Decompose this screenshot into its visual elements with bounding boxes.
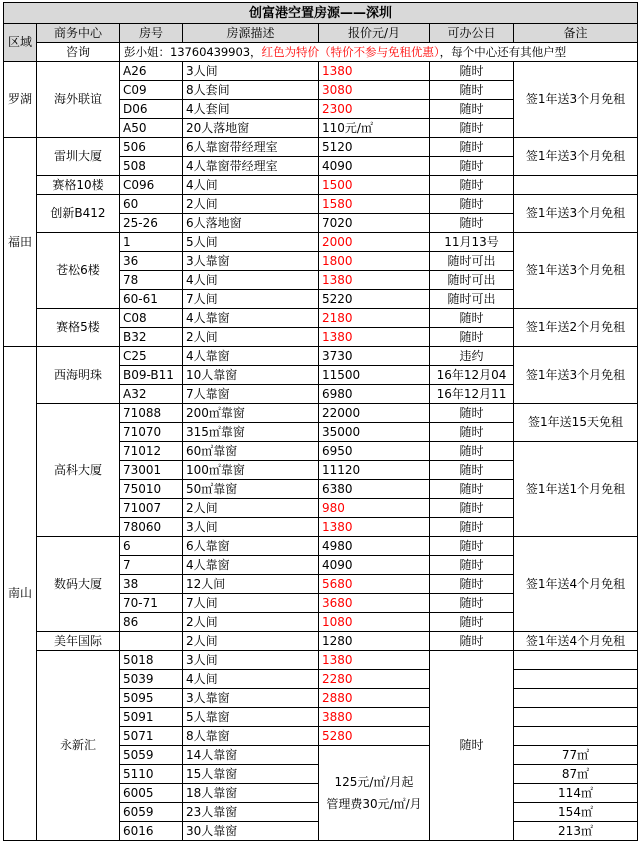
consult-info <box>120 43 638 62</box>
room-avail: 11月13号 <box>430 233 514 252</box>
room-price: 4090 <box>319 556 430 575</box>
note-xihai: 签1年送3个月免租 <box>514 347 638 404</box>
room-price: 1500 <box>319 176 430 195</box>
room-number: 5091 <box>120 708 183 727</box>
room-desc: 20人落地窗 <box>183 119 319 138</box>
yongxin-price-line2: 管理费30元/㎡/月 <box>326 797 422 811</box>
room-desc: 8人靠窗 <box>183 727 319 746</box>
room-price: 22000 <box>319 404 430 423</box>
room-desc: 7人间 <box>183 290 319 309</box>
room-number: 6016 <box>120 822 183 841</box>
consult-label: 咨询 <box>37 43 120 62</box>
room-price: 3880 <box>319 708 430 727</box>
room-number: 6059 <box>120 803 183 822</box>
room-number: 5071 <box>120 727 183 746</box>
center-leizhen: 雷圳大厦 <box>37 138 120 176</box>
room-avail: 随时 <box>430 613 514 632</box>
yongxin-price-note <box>319 746 430 841</box>
room-avail: 随时 <box>430 195 514 214</box>
region-futian: 福田 <box>4 138 37 347</box>
room-avail: 随时 <box>430 214 514 233</box>
room-desc: 2人间 <box>183 613 319 632</box>
room-avail: 随时 <box>430 594 514 613</box>
room-desc: 4人间 <box>183 271 319 290</box>
note-empty <box>514 689 638 708</box>
note-meinian: 签1年送4个月免租 <box>514 632 638 651</box>
room-desc: 7人靠窗 <box>183 385 319 404</box>
room-avail: 16年12月11 <box>430 385 514 404</box>
room-number: 5039 <box>120 670 183 689</box>
room-desc: 50㎡靠窗 <box>183 480 319 499</box>
room-price: 1380 <box>319 271 430 290</box>
room-price: 2000 <box>319 233 430 252</box>
room-number: D06 <box>120 100 183 119</box>
room-price: 6380 <box>319 480 430 499</box>
center-xihai: 西海明珠 <box>37 347 120 404</box>
room-avail: 随时 <box>430 423 514 442</box>
note-empty <box>514 727 638 746</box>
consult-tail: ，每个中心还有其他户型 <box>439 44 567 59</box>
room-price: 5220 <box>319 290 430 309</box>
room-price: 1380 <box>319 328 430 347</box>
note-leizhen: 签1年送3个月免租 <box>514 138 638 176</box>
room-price: 7020 <box>319 214 430 233</box>
room-avail: 随时 <box>430 632 514 651</box>
room-number: A50 <box>120 119 183 138</box>
room-desc: 12人间 <box>183 575 319 594</box>
yongxin-avail: 随时 <box>430 651 514 841</box>
room-price: 1800 <box>319 252 430 271</box>
room-number: C09 <box>120 81 183 100</box>
room-avail: 随时 <box>430 537 514 556</box>
room-desc: 6人靠窗带经理室 <box>183 138 319 157</box>
room-desc: 5人间 <box>183 233 319 252</box>
room-avail: 随时可出 <box>430 290 514 309</box>
room-number: 70-71 <box>120 594 183 613</box>
room-number: A26 <box>120 62 183 81</box>
room-number: C096 <box>120 176 183 195</box>
room-price: 5680 <box>319 575 430 594</box>
header-room: 房号 <box>120 24 183 43</box>
room-desc: 4人靠窗 <box>183 556 319 575</box>
note-haiwai: 签1年送3个月免租 <box>514 62 638 138</box>
header-desc: 房源描述 <box>183 24 319 43</box>
room-price: 3730 <box>319 347 430 366</box>
header-center: 商务中心 <box>37 24 120 43</box>
room-price: 2880 <box>319 689 430 708</box>
center-saige10: 赛格10楼 <box>37 176 120 195</box>
room-avail: 随时 <box>430 575 514 594</box>
center-saige5: 赛格5楼 <box>37 309 120 347</box>
room-price: 2180 <box>319 309 430 328</box>
room-desc: 4人套间 <box>183 100 319 119</box>
room-number: 506 <box>120 138 183 157</box>
room-price: 1380 <box>319 62 430 81</box>
center-haiwai: 海外联谊 <box>37 62 120 138</box>
room-desc: 14人靠窗 <box>183 746 319 765</box>
room-price: 1080 <box>319 613 430 632</box>
room-number: 508 <box>120 157 183 176</box>
room-price: 5280 <box>319 727 430 746</box>
room-price: 35000 <box>319 423 430 442</box>
room-avail: 随时 <box>430 556 514 575</box>
note-empty <box>514 670 638 689</box>
center-shuma: 数码大厦 <box>37 537 120 632</box>
room-number: A32 <box>120 385 183 404</box>
room-desc: 2人间 <box>183 499 319 518</box>
note-gaoke-1m: 签1年送1个月免租 <box>514 442 638 537</box>
note-empty <box>514 176 638 195</box>
room-avail: 随时可出 <box>430 252 514 271</box>
room-desc: 4人靠窗 <box>183 347 319 366</box>
room-number: 38 <box>120 575 183 594</box>
room-desc: 3人靠窗 <box>183 689 319 708</box>
note-empty <box>514 708 638 727</box>
room-avail: 随时 <box>430 518 514 537</box>
room-avail: 违约 <box>430 347 514 366</box>
room-desc: 18人靠窗 <box>183 784 319 803</box>
room-avail: 随时 <box>430 442 514 461</box>
room-price: 4980 <box>319 537 430 556</box>
room-number: 60-61 <box>120 290 183 309</box>
room-avail: 随时 <box>430 480 514 499</box>
room-desc: 60㎡靠窗 <box>183 442 319 461</box>
room-price: 1280 <box>319 632 430 651</box>
room-desc: 8人套间 <box>183 81 319 100</box>
room-price: 6950 <box>319 442 430 461</box>
room-avail: 16年12月04 <box>430 366 514 385</box>
room-desc: 3人间 <box>183 518 319 537</box>
center-yongxin: 永新汇 <box>37 651 120 841</box>
room-number: 5059 <box>120 746 183 765</box>
room-price: 2280 <box>319 670 430 689</box>
center-cangsong: 苍松6楼 <box>37 233 120 309</box>
room-number: 25-26 <box>120 214 183 233</box>
room-desc: 4人靠窗 <box>183 309 319 328</box>
note-empty <box>514 651 638 670</box>
room-avail: 随时 <box>430 81 514 100</box>
room-number: 71012 <box>120 442 183 461</box>
header-price: 报价元/月 <box>319 24 430 43</box>
room-number: 6005 <box>120 784 183 803</box>
room-desc: 100㎡靠窗 <box>183 461 319 480</box>
header-region: 区域 <box>4 24 37 62</box>
note-cangsong: 签1年送3个月免租 <box>514 233 638 309</box>
room-desc: 315㎡靠窗 <box>183 423 319 442</box>
room-price: 1380 <box>319 518 430 537</box>
room-desc: 200㎡靠窗 <box>183 404 319 423</box>
room-avail: 随时 <box>430 100 514 119</box>
header-note: 备注 <box>514 24 638 43</box>
room-number: 36 <box>120 252 183 271</box>
room-number: C08 <box>120 309 183 328</box>
room-number: 73001 <box>120 461 183 480</box>
room-desc: 3人靠窗 <box>183 252 319 271</box>
room-avail: 随时可出 <box>430 271 514 290</box>
room-desc: 6人落地窗 <box>183 214 319 233</box>
room-number: 78060 <box>120 518 183 537</box>
room-number: B09-B11 <box>120 366 183 385</box>
room-desc: 2人间 <box>183 328 319 347</box>
room-avail: 随时 <box>430 157 514 176</box>
room-avail: 随时 <box>430 404 514 423</box>
room-number: 71088 <box>120 404 183 423</box>
note-shuma: 签1年送4个月免租 <box>514 537 638 632</box>
room-price: 11500 <box>319 366 430 385</box>
room-number: 6 <box>120 537 183 556</box>
room-desc: 4人间 <box>183 176 319 195</box>
room-number: 78 <box>120 271 183 290</box>
room-number: 71070 <box>120 423 183 442</box>
room-price: 5120 <box>319 138 430 157</box>
room-price: 11120 <box>319 461 430 480</box>
room-area: 154㎡ <box>514 803 638 822</box>
room-number: B32 <box>120 328 183 347</box>
room-number: 1 <box>120 233 183 252</box>
room-desc: 4人间 <box>183 670 319 689</box>
room-price: 3680 <box>319 594 430 613</box>
center-gaoke: 高科大厦 <box>37 404 120 537</box>
room-price: 980 <box>319 499 430 518</box>
header-avail: 可办公日 <box>430 24 514 43</box>
room-avail: 随时 <box>430 138 514 157</box>
consult-contact: 彭小姐：13760439903， <box>124 44 262 59</box>
listing-table <box>3 2 638 841</box>
region-nanshan: 南山 <box>4 347 37 841</box>
room-desc: 30人靠窗 <box>183 822 319 841</box>
center-meinian: 美年国际 <box>37 632 120 651</box>
room-number: C25 <box>120 347 183 366</box>
room-desc: 5人靠窗 <box>183 708 319 727</box>
room-price: 2300 <box>319 100 430 119</box>
room-avail: 随时 <box>430 309 514 328</box>
room-number: 75010 <box>120 480 183 499</box>
room-avail: 随时 <box>430 499 514 518</box>
room-desc: 10人靠窗 <box>183 366 319 385</box>
room-desc: 6人靠窗 <box>183 537 319 556</box>
room-number: 5110 <box>120 765 183 784</box>
room-avail: 随时 <box>430 461 514 480</box>
room-number: 71007 <box>120 499 183 518</box>
room-avail: 随时 <box>430 119 514 138</box>
room-number <box>120 632 183 651</box>
room-price: 4090 <box>319 157 430 176</box>
region-luohu: 罗湖 <box>4 62 37 138</box>
room-price: 3080 <box>319 81 430 100</box>
room-area: 87㎡ <box>514 765 638 784</box>
consult-red-note: 红色为特价（特价不参与免租优惠） <box>261 44 440 59</box>
room-desc: 3人间 <box>183 651 319 670</box>
room-number: 5018 <box>120 651 183 670</box>
note-chuangxin: 签1年送3个月免租 <box>514 195 638 233</box>
note-saige5: 签1年送2个月免租 <box>514 309 638 347</box>
room-avail: 随时 <box>430 328 514 347</box>
center-chuangxin: 创新B412 <box>37 195 120 233</box>
room-price: 6980 <box>319 385 430 404</box>
room-number: 86 <box>120 613 183 632</box>
room-area: 114㎡ <box>514 784 638 803</box>
room-desc: 15人靠窗 <box>183 765 319 784</box>
room-desc: 7人间 <box>183 594 319 613</box>
room-avail: 随时 <box>430 176 514 195</box>
room-desc: 3人间 <box>183 62 319 81</box>
room-price: 1380 <box>319 651 430 670</box>
room-price: 1580 <box>319 195 430 214</box>
room-number: 60 <box>120 195 183 214</box>
room-price: 110元/㎡ <box>319 119 430 138</box>
room-area: 77㎡ <box>514 746 638 765</box>
room-area: 213㎡ <box>514 822 638 841</box>
room-desc: 23人靠窗 <box>183 803 319 822</box>
yongxin-price-line1: 125元/㎡/月起 <box>334 775 414 789</box>
room-desc: 2人间 <box>183 632 319 651</box>
note-gaoke-15d: 签1年送15天免租 <box>514 404 638 442</box>
room-number: 7 <box>120 556 183 575</box>
room-number: 5095 <box>120 689 183 708</box>
room-desc: 4人靠窗带经理室 <box>183 157 319 176</box>
page-title: 创富港空置房源——深圳 <box>4 3 638 24</box>
room-avail: 随时 <box>430 62 514 81</box>
room-desc: 2人间 <box>183 195 319 214</box>
